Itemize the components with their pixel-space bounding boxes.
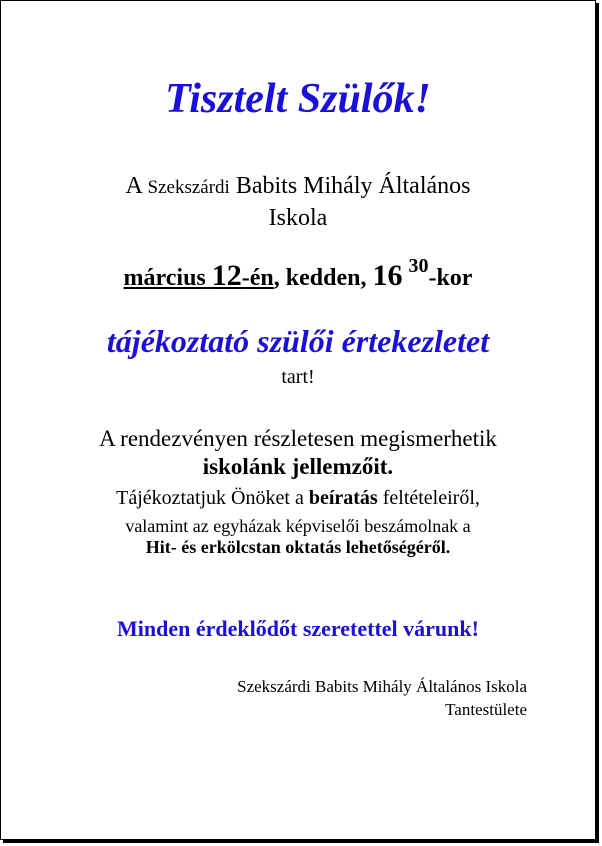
body-line-4: valamint az egyházak képviselői beszámolnak a (125, 516, 471, 536)
date-hour-suffix: -kor (428, 265, 473, 291)
welcome-text: Minden érdeklődőt szeretettel várunk! (117, 616, 479, 641)
page-title: Tisztelt Szülők! (165, 76, 431, 122)
intro-word-szekszardi: Szekszárdi (147, 177, 230, 198)
event-date (1, 255, 595, 293)
date-minute: 30 (408, 255, 429, 277)
meeting-tart: tart! (281, 366, 315, 388)
intro-word-a: A (125, 173, 142, 199)
date-comma: , (273, 265, 280, 291)
body-line-3-b: feltételeiről, (382, 487, 480, 509)
body-line-3 (1, 485, 595, 511)
date-day-suffix: -én (241, 265, 274, 291)
body-line-3-bold: beíratás (308, 487, 378, 509)
date-weekday: kedden, (285, 265, 367, 291)
body-paragraph-1 (1, 425, 595, 481)
intro-line2: Iskola (268, 205, 328, 231)
body-line-3-a: Tájékoztatjuk Önöket a (116, 487, 304, 509)
body-line-1: A rendezvényen részletesen megismerhetik (99, 426, 497, 451)
date-month: március (123, 265, 206, 291)
date-day: 12 (211, 259, 242, 292)
body-line-2: iskolánk jellemzőit. (202, 454, 394, 479)
signature-line-1: Szekszárdi Babits Mihály Általános Iskola (237, 677, 527, 696)
signature-line-2: Tantestülete (445, 700, 527, 719)
intro-text (1, 171, 595, 233)
intro-school-name: Babits Mihály Általános (235, 173, 471, 199)
meeting-title: tájékoztató szülői értekezletet (106, 323, 490, 359)
body-line-5: Hit- és erkölcstan oktatás lehetőségéről. (145, 537, 451, 557)
date-hour: 16 (372, 259, 403, 292)
